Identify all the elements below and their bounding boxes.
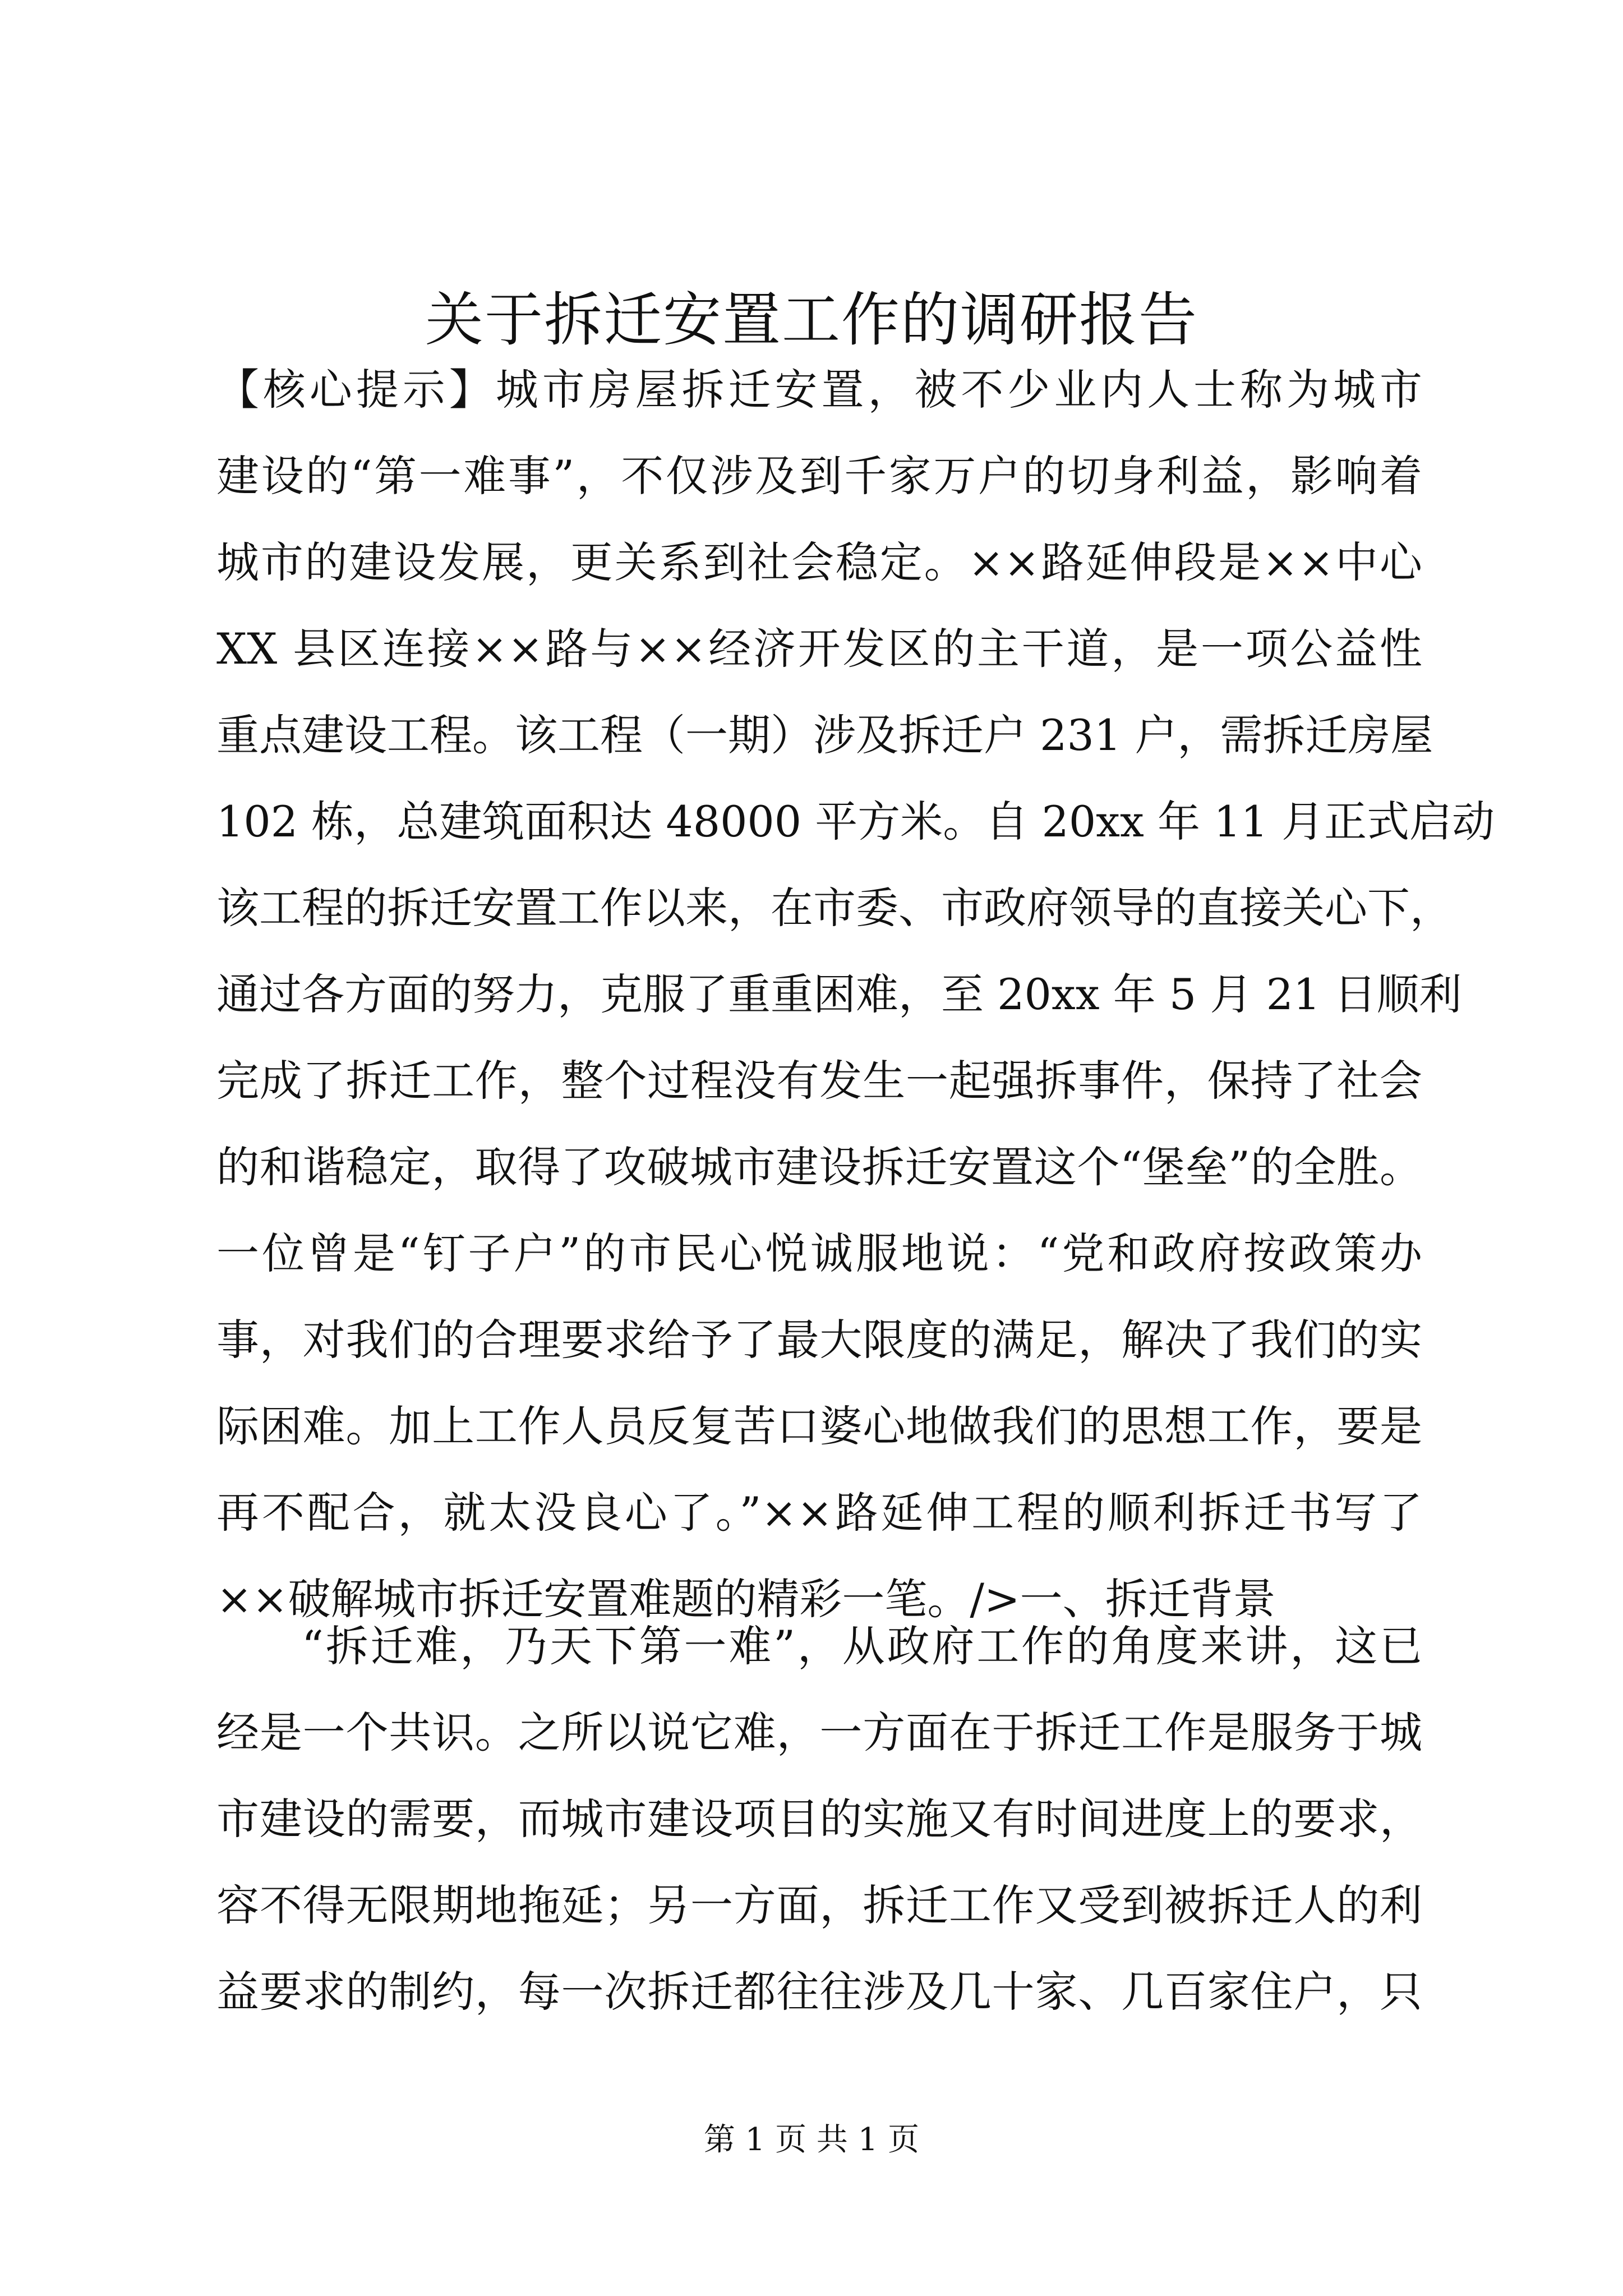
paragraph-line: 容不得无限期地拖延；另一方面，拆迁工作又受到被拆迁人的利 <box>216 1880 1422 1930</box>
paragraph-line: 市建设的需要，而城市建设项目的实施又有时间进度上的要求， <box>216 1794 1422 1844</box>
paragraph-line: 一位曾是“钉子户”的市民心悦诚服地说：“党和政府按政策办 <box>216 1228 1422 1278</box>
paragraph-line: ××破解城市拆迁安置难题的精彩一笔。/>一、拆迁背景 <box>216 1574 1276 1624</box>
paragraph-background <box>216 1603 1422 2035</box>
paragraph-line: “拆迁难，乃天下第一难”，从政府工作的角度来讲，这已 <box>302 1621 1422 1671</box>
paragraph-line: 通过各方面的努力，克服了重重困难，至 20xx 年 5 月 21 日顺利 <box>216 969 1462 1019</box>
paragraph-line: 102 栋，总建筑面积达 48000 平方米。自 20xx 年 11 月正式启动 <box>216 797 1495 846</box>
paragraph-line: 【核心提示】城市房屋拆迁安置，被不少业内人士称为城市 <box>216 365 1422 415</box>
paragraph-line: 完成了拆迁工作，整个过程没有发生一起强拆事件，保持了社会 <box>216 1056 1422 1106</box>
paragraph-line: 再不配合，就太没良心了。”××路延伸工程的顺利拆迁书写了 <box>216 1488 1422 1538</box>
paragraph-line: XX 县区连接××路与××经济开发区的主干道，是一项公益性 <box>216 624 1422 674</box>
paragraph-line: 际困难。加上工作人员反复苦口婆心地做我们的思想工作，要是 <box>216 1401 1422 1451</box>
paragraph-line: 该工程的拆迁安置工作以来，在市委、市政府领导的直接关心下， <box>216 883 1453 933</box>
paragraph-line: 的和谐稳定，取得了攻破城市建设拆迁安置这个“堡垒”的全胜。 <box>216 1142 1422 1192</box>
paragraph-line: 重点建设工程。该工程（一期）涉及拆迁户 231 户，需拆迁房屋 <box>216 710 1433 760</box>
paragraph-line: 经是一个共识。之所以说它难，一方面在于拆迁工作是服务于城 <box>216 1708 1422 1757</box>
document-title: 关于拆迁安置工作的调研报告 <box>425 286 1198 354</box>
page-footer: 第 1 页 共 1 页 <box>703 2122 920 2158</box>
paragraph-line: 城市的建设发展，更关系到社会稳定。××路延伸段是××中心 <box>216 537 1422 587</box>
paragraph-core-summary <box>216 347 1495 1642</box>
paragraph-line: 益要求的制约，每一次拆迁都往往涉及几十家、几百家住户，只 <box>216 1967 1422 2017</box>
paragraph-line: 建设的“第一难事”，不仅涉及到千家万户的切身利益，影响着 <box>216 451 1422 501</box>
paragraph-line: 事，对我们的合理要求给予了最大限度的满足，解决了我们的实 <box>216 1315 1422 1365</box>
